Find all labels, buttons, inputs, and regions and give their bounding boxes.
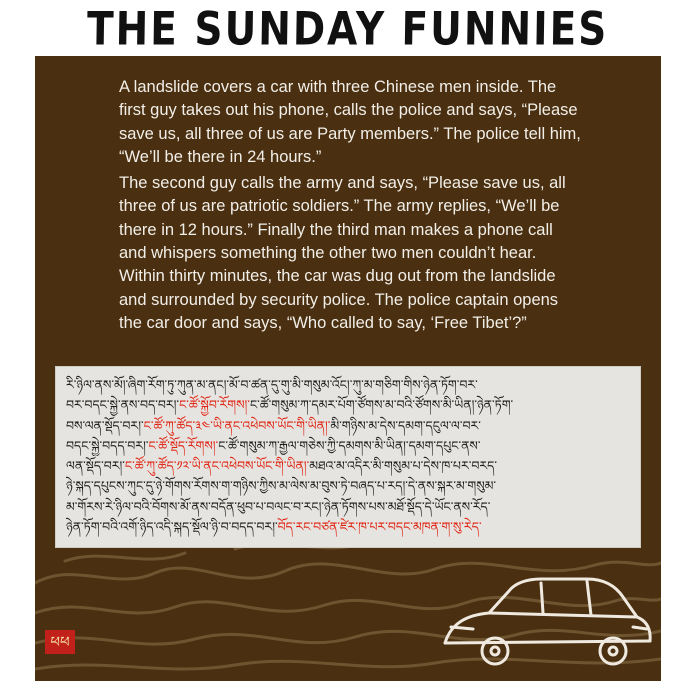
- tibetan-run: ཉེན་ཏོག་བའི་འགོ་ཉིད་འདི་སྐད་སྡོལ་ཉི་བ་བདད་བར།་: [66, 518, 278, 534]
- comic-panel: [35, 56, 661, 681]
- tibetan-line: [66, 517, 630, 537]
- tibetan-run: ང་ཚོ་གསུམ་ཀ་རྒྱལ་གཅེས་ཀྱི་དམགས་མི་ཡིན།་: [218, 437, 409, 453]
- red-stamp: [45, 630, 75, 654]
- tibetan-run: ཉེན་ཏོགས་པས་མཐོ་སྡོད་དེ་ཡོང་ནས་རོད་: [324, 498, 491, 514]
- joke-paragraph-1: A landslide covers a car with three Chinese men inside. The first guy takes out his phone, calls the police and says, “Please save us, all three of us are Party members.” The police tell him, “We’ll be there in 24 hours.”: [119, 78, 581, 167]
- tibetan-highlighted-run: ང་ཚོ་ཀུ་ཚོད་༡༢་ཡི་ནང་འཕེབས་ཡོང་གི་ཡིན།་: [124, 458, 310, 473]
- red-stamp-label: ཕཕ: [50, 632, 70, 651]
- tibetan-run: མ་གོརས་རེ་ཉིལ་བའི་བོགས་མོ་ནས་བདོན་ཕུབ་པ་བལང་བ་རང།་: [66, 498, 325, 514]
- joke-paragraph-2: The second guy calls the army and says, “Please save us, all three of us are patriotic soldiers.” The army replies, “We’ll be there in 12 hours.” Finally the third man makes a phone call and whispers something the other two men couldn’t hear. Within thirty minutes, the car was dug out from the landslide and surrounded by security police. The police captain opens the car door and says, “Who called to say, ‘Free Tibet’?”: [119, 173, 566, 333]
- tibetan-run: དམག་དཔུང་ནས་: [408, 437, 481, 453]
- tibetan-run: མི་གཉིས་མ་དེས་དམག་དངུལ་ལ་བར་: [330, 417, 481, 433]
- tibetan-line: [66, 497, 630, 517]
- tibetan-line: [66, 456, 630, 476]
- tibetan-line: [66, 375, 630, 395]
- tibetan-line: [66, 436, 630, 456]
- tibetan-text-block: [55, 366, 641, 548]
- joke-text: [119, 76, 581, 336]
- tibetan-highlighted-run: ང་ཚོ་སྐྱོབ་རོགས།་: [179, 397, 250, 413]
- tibetan-run: བར་བདང་སྐྱེ་ནས་བད་བར།་: [66, 397, 180, 413]
- tibetan-line: [66, 395, 630, 415]
- page-title: THE SUNDAY FUNNIES: [86, 2, 610, 56]
- tibetan-run: མཐའ་མ་འདིར་མི་གསུམ་པ་དེས་ཁ་པར་བརད་: [309, 458, 498, 473]
- tibetan-run: བས་ལན་སྡོད་བར།་: [66, 417, 144, 433]
- tibetan-run: བདང་སྐྱེ་བདད་བར།་: [66, 437, 149, 453]
- tibetan-line: [66, 416, 630, 436]
- tibetan-run: ལན་སྡོད་བར།་: [66, 458, 125, 473]
- tibetan-highlighted-run: ང་ཚོ་ཀུ་ཚོད་༣༤་ཡི་ནང་འཕེབས་ཡོང་གི་ཡིན།་: [143, 417, 331, 433]
- tibetan-line: [66, 476, 630, 496]
- title-bar: [0, 0, 696, 58]
- tibetan-run: ཉེ་སྐད་དཔུངས་ཀུང་དུ་ཉེ་གོགས་རོགས་ག་གཉིས་ཀྱིས་མ་ལེས་མ་བུས་ཏེ་བཞད་པ་རད།་དེ་ནས་སྐར་མ་གསུམ་: [66, 478, 497, 494]
- tibetan-run: ང་ཚོ་གསུམ་ཀ་དམར་པོག་ཙོགས་མ་བའི་ཙོགས་མི་ཡིན།་: [249, 397, 477, 413]
- car-icon: [437, 565, 657, 675]
- tibetan-run: རི་ཉིལ་ནས་མོ།་ཞིག་རོག་ཏུ་ཀུན་མ་ནང།་མོ་བ་ཚན་དུ་གུ་མི་གསུམ་འོང།་ཀུ་མ་གཅིག་གིས་ཉེན་ཏོག་བར་: [66, 377, 478, 392]
- tibetan-highlighted-run: ང་ཚོ་སྡོད་རོགས།་: [148, 437, 219, 453]
- tibetan-highlighted-run: བོད་རང་བཙན་ཛེར་ཁ་པར་བདང་མཁན་ག་སུ་རེད་: [277, 518, 482, 534]
- tibetan-run: ཉེན་ཏོག་: [476, 397, 514, 413]
